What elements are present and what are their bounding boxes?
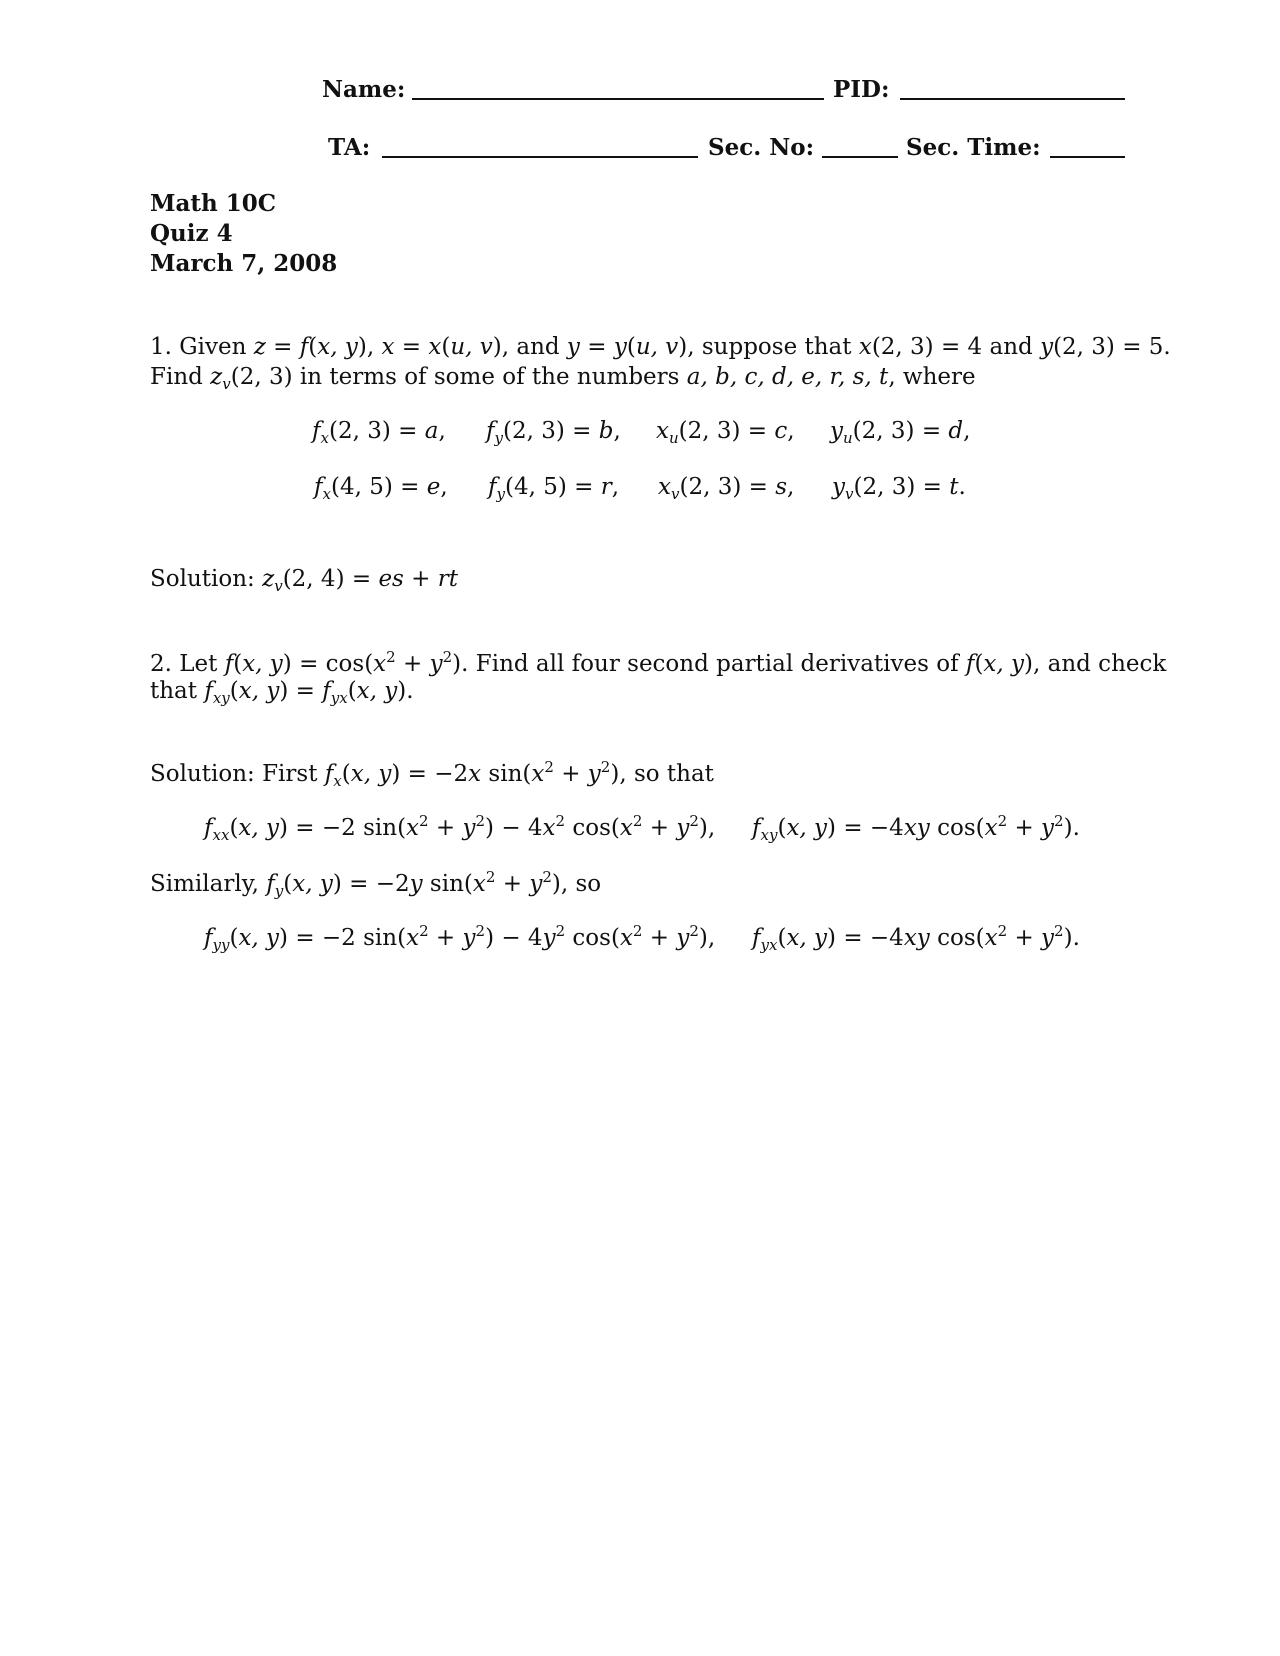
sec-time-label: Sec. Time: — [906, 134, 1041, 161]
q2-line2: that $f_{xy}(x$, $y) = f_{yx}(x$, y). — [150, 678, 414, 707]
q1-line1: 1. Given z = f(x, y), x = x(u, v), and y = y(u, v), suppose that x(2, 3) = 4 and y(2, 3) = 5. — [150, 334, 1171, 360]
pid-label: PID: — [833, 76, 890, 103]
given-xu-23: $x_u(2$, 3) = c, — [656, 418, 795, 447]
given-fx-45: $f_x(4$, 5) = e, — [314, 474, 448, 503]
quiz-number: Quiz 4 — [150, 220, 233, 247]
given-yv-23: $y_v(2$, 3) = t. — [832, 474, 966, 503]
fxy-equation: $f_{xy}(x$, y) = −4xy $\cos(x^2 + y^2)$. — [752, 812, 1080, 844]
q2-solution-similarly: Similarly, $f_y(x$, y) = −2y $\sin(x^2 + y^2)$, so — [150, 868, 602, 900]
fxx-equation: $f_{xx}(x$, y) = −2 $\sin(x^2 + y^2) - 4x^2$ $\cos(x^2 + y^2)$, — [204, 812, 716, 844]
given-xv-23: $x_v(2$, 3) = s, — [658, 474, 795, 503]
ta-label: TA: — [328, 134, 371, 161]
q2-solution-first: Solution: First $f_x(x$, y) = −2x $\sin(x^2 + y^2)$, so that — [150, 758, 714, 790]
pid-field[interactable] — [900, 98, 1125, 100]
fyx-equation: $f_{yx}(x$, y) = −4xy $\cos(x^2 + y^2)$. — [752, 922, 1080, 954]
sec-no-label: Sec. No: — [708, 134, 815, 161]
name-label: Name: — [322, 76, 406, 103]
given-fy-45: $f_y(4$, 5) = r, — [488, 474, 620, 503]
given-fx-23: $f_x(2$, 3) = a, — [312, 418, 446, 447]
course-title: Math 10C — [150, 190, 277, 217]
sec-no-field[interactable] — [822, 156, 898, 158]
q1-solution: Solution: $z_v(2$, 4) = es + rt — [150, 566, 458, 595]
sec-time-field[interactable] — [1050, 156, 1125, 158]
given-yu-23: $y_u(2$, 3) = d, — [830, 418, 971, 447]
given-fy-23: $f_y(2$, 3) = b, — [486, 418, 621, 447]
quiz-date: March 7, 2008 — [150, 250, 338, 277]
ta-field[interactable] — [382, 156, 698, 158]
q1-line2: Find $z_v(2$, 3) in terms of some of the numbers a, b, c, d, e, r, s, t, where — [150, 364, 976, 393]
name-field[interactable] — [412, 98, 824, 100]
fyy-equation: $f_{yy}(x$, y) = −2 $\sin(x^2 + y^2) - 4y^2$ $\cos(x^2 + y^2)$, — [204, 922, 716, 954]
q2-line1: 2. Let f(x, $y) = \cos(x^2 + y^2)$. Find all four second partial derivatives of f(x, y), and check — [150, 648, 1167, 677]
